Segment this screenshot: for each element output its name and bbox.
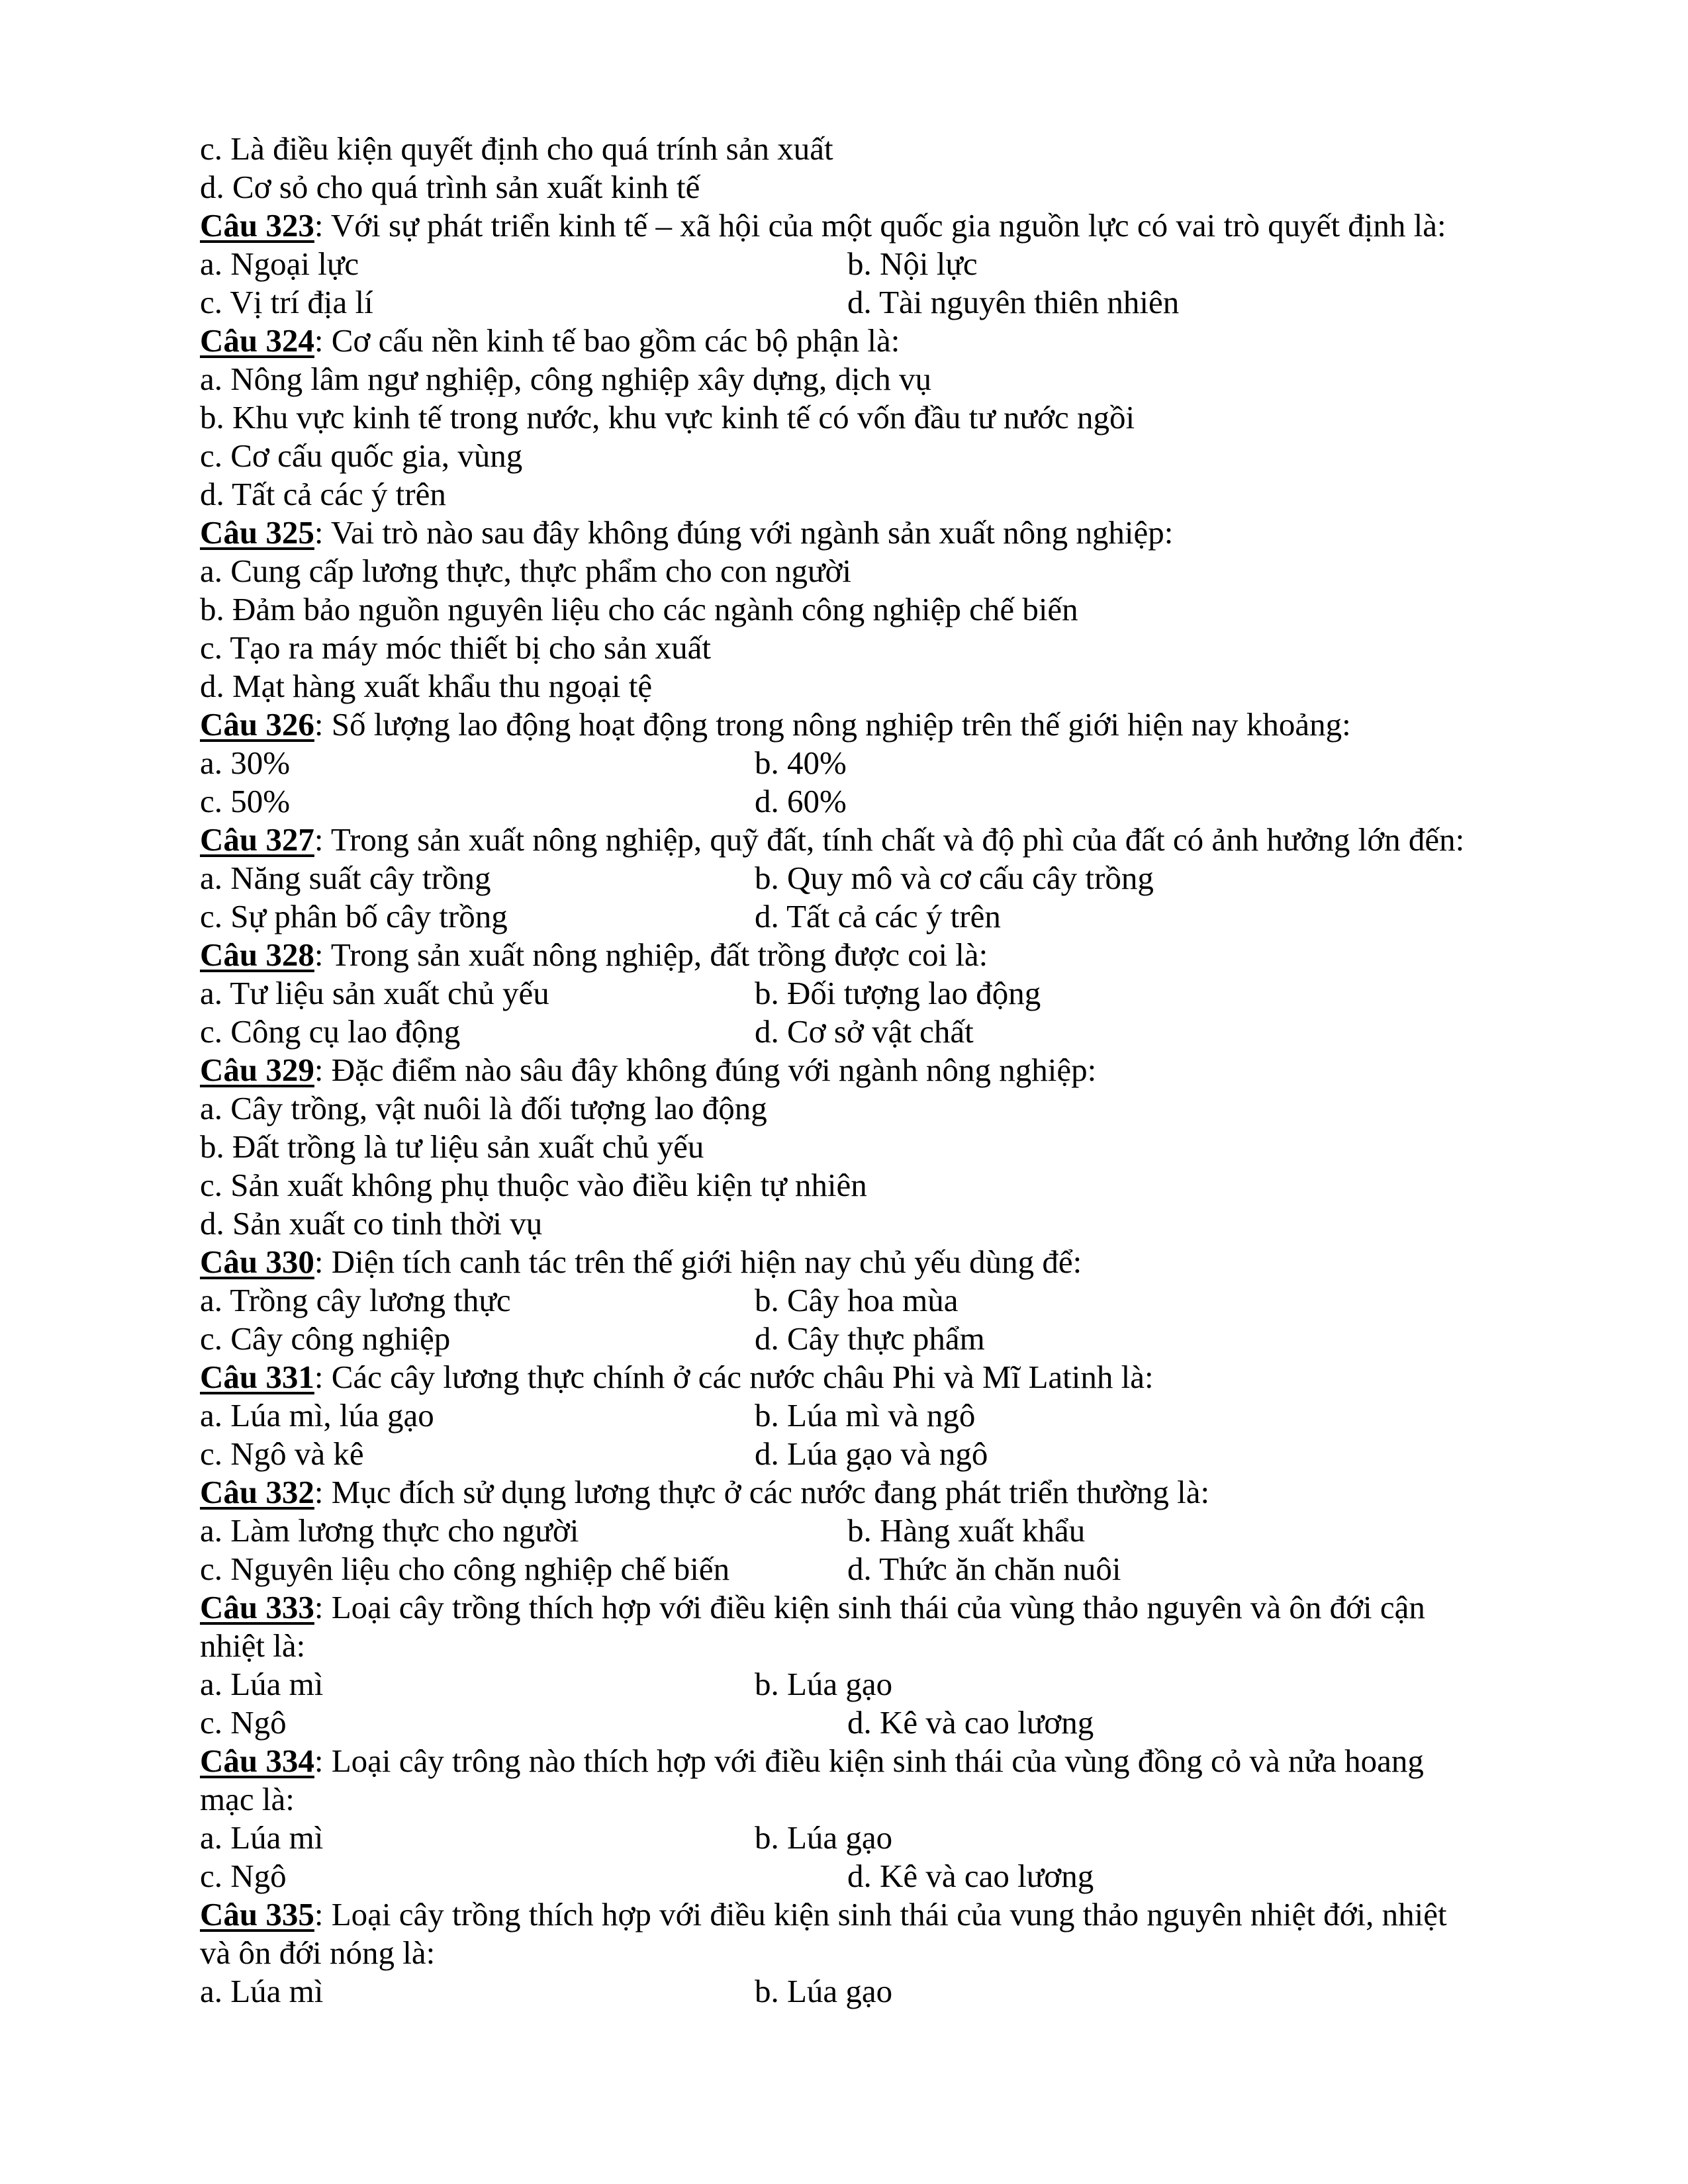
answer-option: b. Lúa gạo: [755, 1819, 893, 1856]
question-text: : Loại cây trồng thích hợp với điều kiện sinh thái của vung thảo nguyên nhiệt đới, nhiệt: [314, 1896, 1447, 1933]
question-number: Câu 332: [200, 1474, 314, 1510]
answer-option: a. Làm lương thực cho người: [200, 1512, 579, 1549]
answer-option: c. Sự phân bố cây trồng: [200, 898, 508, 934]
answer-option: a. Cung cấp lương thực, thực phẩm cho con người: [200, 553, 852, 589]
answer-option: a. Lúa mì, lúa gạo: [200, 1397, 434, 1433]
answer-option: a. Lúa mì: [200, 1666, 324, 1702]
question-number: Câu 326: [200, 706, 314, 743]
answer-row: [200, 1665, 1524, 1704]
answer-option: d. Kê và cao lương: [847, 1704, 1094, 1741]
question-text: : Loại cây trông nào thích hợp với điều kiện sinh thái của vùng đồng cỏ và nửa hoang: [314, 1743, 1424, 1779]
answer-row: [200, 1550, 1524, 1588]
answer-option: b. Lúa mì và ngô: [755, 1397, 976, 1433]
answer-option: c. Cây công nghiệp: [200, 1320, 451, 1357]
question-heading: [200, 206, 1524, 245]
answer-row: [200, 283, 1524, 322]
answer-option: a. Lúa mì: [200, 1819, 324, 1856]
question-text-continued: mạc là:: [200, 1781, 295, 1817]
answer-option: c. Nguyên liệu cho công nghiệp chế biến: [200, 1551, 730, 1587]
question-heading: [200, 1473, 1524, 1512]
answer-option: d. Tài nguyên thiên nhiên: [847, 284, 1180, 320]
question-number: Câu 329: [200, 1052, 314, 1088]
question-number: Câu 325: [200, 514, 314, 551]
question-number: Câu 323: [200, 207, 314, 244]
answer-row: [200, 1396, 1524, 1435]
question-heading: [200, 705, 1524, 744]
question-number: Câu 331: [200, 1359, 314, 1395]
answer-row: [200, 1819, 1524, 1857]
question-number: Câu 324: [200, 322, 314, 359]
answer-option: b. Khu vực kinh tế trong nước, khu vực kinh tế có vốn đầu tư nước ngồi: [200, 399, 1135, 435]
question-heading: [200, 1243, 1524, 1281]
question-heading: [200, 936, 1524, 974]
answer-row: [200, 1512, 1524, 1550]
answer-option: c. Công cụ lao động: [200, 1013, 461, 1050]
answer-option: d. 60%: [755, 783, 847, 819]
answer-row: [200, 1320, 1524, 1358]
answer-option: c. Cơ cấu quốc gia, vùng: [200, 437, 523, 474]
answer-option: c. Ngô: [200, 1858, 287, 1894]
answer-option: b. Lúa gạo: [755, 1666, 893, 1702]
answer-option: c. Sản xuất không phụ thuộc vào điều kiện tự nhiên: [200, 1167, 867, 1203]
answer-option: b. Đảm bảo nguồn nguyên liệu cho các ngành công nghiệp chế biến: [200, 591, 1078, 627]
question-heading: [200, 1588, 1524, 1627]
answer-option: a. Cây trồng, vật nuôi là đối tượng lao động: [200, 1090, 767, 1126]
document-page: [200, 130, 1524, 2011]
question-text-continued: nhiệt là:: [200, 1627, 306, 1664]
question-text: : Cơ cấu nền kinh tế bao gồm các bộ phận là:: [314, 322, 900, 359]
question-heading: [200, 1742, 1524, 1780]
answer-option: b. Đối tượng lao động: [755, 975, 1041, 1011]
question-text: : Diện tích canh tác trên thế giới hiện nay chủ yếu dùng để:: [314, 1244, 1082, 1280]
question-number: Câu 328: [200, 936, 314, 973]
answer-option: a. Nông lâm ngư nghiệp, công nghiệp xây dựng, dịch vụ: [200, 361, 932, 397]
answer-option: d. Cây thực phẩm: [755, 1320, 985, 1357]
answer-option: d. Mạt hàng xuất khẩu thu ngoại tệ: [200, 668, 653, 704]
answer-option: a. 30%: [200, 745, 291, 781]
answer-option: c. 50%: [200, 783, 291, 819]
question-heading: [200, 514, 1524, 552]
question-heading: [200, 1051, 1524, 1089]
question-number: Câu 334: [200, 1743, 314, 1779]
answer-row: [200, 245, 1524, 283]
answer-row: [200, 1013, 1524, 1051]
text-line: d. Cơ sỏ cho quá trình sản xuất kinh tế: [200, 169, 700, 205]
answer-row: [200, 782, 1524, 821]
answer-option: c. Vị trí địa lí: [200, 284, 373, 320]
question-number: Câu 333: [200, 1589, 314, 1625]
answer-option: d. Cơ sở vật chất: [755, 1013, 974, 1050]
answer-row: [200, 974, 1524, 1013]
answer-row: [200, 1435, 1524, 1473]
question-heading: [200, 821, 1524, 859]
answer-option: d. Tất cả các ý trên: [755, 898, 1001, 934]
text-line: c. Là điều kiện quyết định cho quá trính sản xuất: [200, 130, 833, 167]
answer-row: [200, 744, 1524, 782]
answer-option: a. Năng suất cây trồng: [200, 860, 491, 896]
answer-option: b. Đất trồng là tư liệu sản xuất chủ yếu: [200, 1128, 704, 1165]
answer-option: a. Tư liệu sản xuất chủ yếu: [200, 975, 549, 1011]
question-text-continued: và ôn đới nóng là:: [200, 1934, 436, 1971]
answer-option: b. 40%: [755, 745, 847, 781]
answer-option: a. Ngoại lực: [200, 246, 359, 282]
answer-option: b. Lúa gạo: [755, 1973, 893, 2009]
answer-option: d. Lúa gạo và ngô: [755, 1435, 988, 1472]
answer-option: b. Hàng xuất khẩu: [847, 1512, 1086, 1549]
question-number: Câu 330: [200, 1244, 314, 1280]
answer-option: c. Tạo ra máy móc thiết bị cho sản xuất: [200, 629, 711, 666]
answer-row: [200, 1857, 1524, 1895]
question-number: Câu 327: [200, 821, 314, 858]
question-text: : Các cây lương thực chính ở các nước châu Phi và Mĩ Latinh là:: [314, 1359, 1154, 1395]
answer-option: b. Cây hoa mùa: [755, 1282, 959, 1318]
answer-option: a. Lúa mì: [200, 1973, 324, 2009]
question-text: : Trong sản xuất nông nghiệp, quỹ đất, tính chất và độ phì của đất có ảnh hưởng lớn đến:: [314, 821, 1465, 858]
answer-option: b. Nội lực: [847, 246, 978, 282]
question-text: : Mục đích sử dụng lương thực ở các nước đang phát triển thường là:: [314, 1474, 1210, 1510]
question-text: : Số lượng lao động hoạt động trong nông nghiệp trên thế giới hiện nay khoảng:: [314, 706, 1351, 743]
answer-option: d. Sản xuất co tinh thời vụ: [200, 1205, 543, 1242]
question-heading: [200, 1358, 1524, 1396]
answer-option: b. Quy mô và cơ cấu cây trồng: [755, 860, 1154, 896]
question-text: : Vai trò nào sau đây không đúng với ngành sản xuất nông nghiệp:: [314, 514, 1174, 551]
question-text: : Với sự phát triển kinh tế – xã hội của một quốc gia nguồn lực có vai trò quyết định là:: [314, 207, 1446, 244]
answer-row: [200, 1281, 1524, 1320]
answer-option: c. Ngô: [200, 1704, 287, 1741]
answer-row: [200, 859, 1524, 897]
answer-option: a. Trồng cây lương thực: [200, 1282, 511, 1318]
answer-row: [200, 897, 1524, 936]
answer-row: [200, 1972, 1524, 2011]
question-text: : Loại cây trồng thích hợp với điều kiện sinh thái của vùng thảo nguyên và ôn đới cận: [314, 1589, 1425, 1625]
question-number: Câu 335: [200, 1896, 314, 1933]
answer-option: d. Tất cả các ý trên: [200, 476, 446, 512]
answer-option: d. Thức ăn chăn nuôi: [847, 1551, 1121, 1587]
answer-row: [200, 1704, 1524, 1742]
question-text: : Đặc điểm nào sâu đây không đúng với ngành nông nghiệp:: [314, 1052, 1097, 1088]
answer-option: d. Kê và cao lương: [847, 1858, 1094, 1894]
question-heading: [200, 1895, 1524, 1934]
question-heading: [200, 322, 1524, 360]
answer-option: c. Ngô và kê: [200, 1435, 364, 1472]
question-text: : Trong sản xuất nông nghiệp, đất trồng được coi là:: [314, 936, 988, 973]
